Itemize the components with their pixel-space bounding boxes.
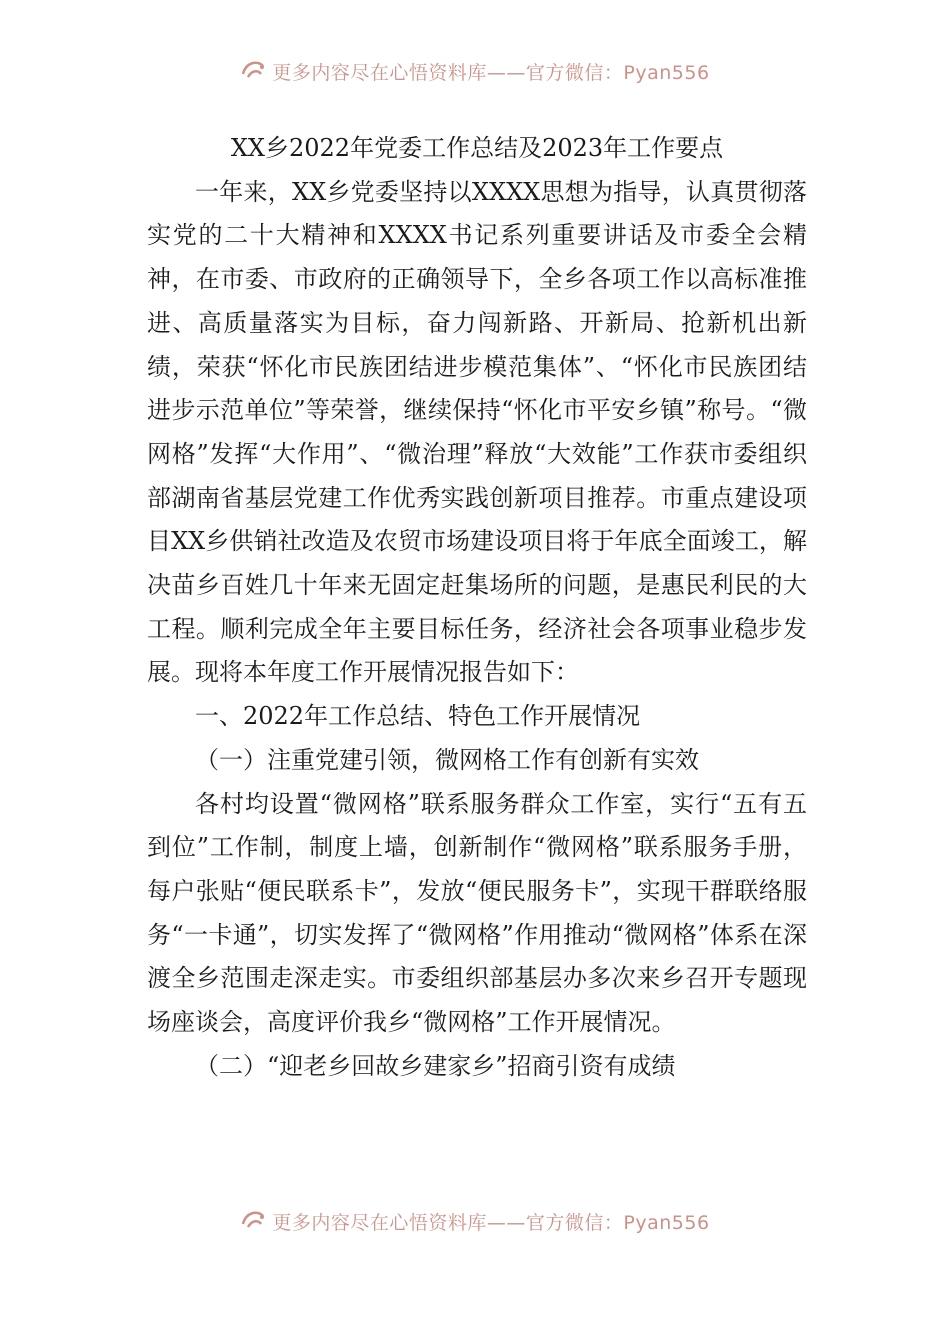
section1-heading: 一、2022年工作总结、特色工作开展情况 xyxy=(195,702,641,731)
sub1-paragraph: 各村均设置“微网格”联系服务群众工作室，实行“五有五到位”工作制，制度上墙，创新制作“微网格”联系服务手册，每户张贴“便民联系卡”，发放“便民服务卡”，实现干群联络服务“一卡通”，切实发挥了“微网格”作用推动“微网格”体系在深渡全乡范围走深走实。市委组织部基层办多次来乡召开专题现场座谈会，高度评价我乡“微网格”工作开展情况。 xyxy=(147,789,807,1037)
document-body xyxy=(147,127,807,1088)
watermark-footer xyxy=(0,1206,950,1236)
curved-arrow-logo-icon xyxy=(240,58,266,85)
document-title: XX乡2022年党委工作总结及2023年工作要点 xyxy=(230,134,724,162)
sub2-heading: （二）“迎老乡回故乡建家乡”招商引资有成绩 xyxy=(195,1051,676,1080)
sub1-heading: （一）注重党建引领，微网格工作有创新有实效 xyxy=(195,745,699,774)
watermark-text: 更多内容尽在心悟资料库——官方微信：Pyan556 xyxy=(272,61,710,84)
intro-paragraph: 一年来，XX乡党委坚持以XXXX思想为指导，认真贯彻落实党的二十大精神和XXXX书记系列重要讲话及市委全会精神，在市委、市政府的正确领导下，全乡各项工作以高标准推进、高质量落实为目标，奋力闯新路、开新局、抢新机出新绩，荣获“怀化市民族团结进步模范集体”、“怀化市民族团结进步示范单位”等荣誉，继续保持“怀化市平安乡镇”称号。“微网格”发挥“大作用”、“微治理”释放“大效能”工作获市委组织部湖南省基层党建工作优秀实践创新项目推荐。市重点建设项目XX乡供销社改造及农贸市场建设项目将于年底全面竣工，解决苗乡百姓几十年来无固定赶集场所的问题，是惠民利民的大工程。顺利完成全年主要目标任务，经济社会各项事业稳步发展。现将本年度工作开展情况报告如下： xyxy=(147,177,807,687)
watermark-header xyxy=(0,56,950,86)
curved-arrow-logo-icon xyxy=(240,1208,266,1235)
watermark-text: 更多内容尽在心悟资料库——官方微信：Pyan556 xyxy=(272,1211,710,1234)
